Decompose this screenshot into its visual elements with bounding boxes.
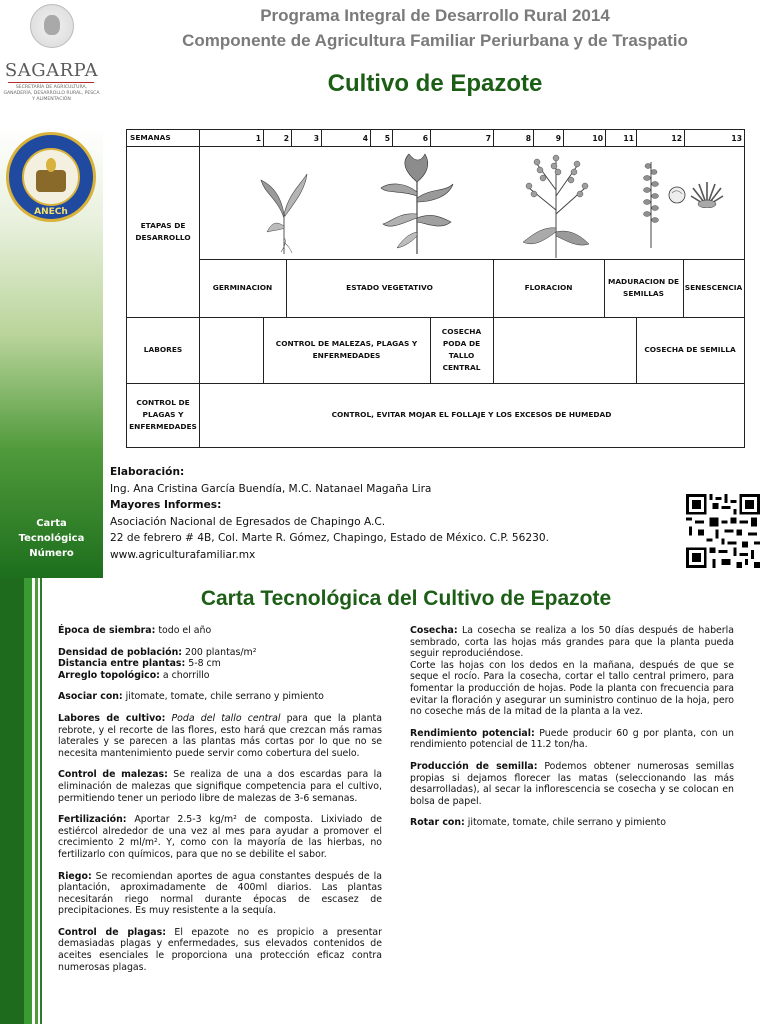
stage-senescencia: SENESCENCIA [684, 283, 743, 292]
right-column [410, 625, 734, 839]
logo-divider [8, 82, 94, 83]
anech-emblem-center [22, 148, 80, 206]
left-column [58, 625, 382, 983]
left-sidebar [0, 0, 103, 578]
credits-block [110, 464, 670, 563]
week-1: 1 [255, 133, 261, 143]
control-row-label: CONTROL DE PLAGAS Y ENFERMEDADES [129, 398, 197, 431]
germination-plant-icon [259, 168, 309, 254]
dry-flower-icon [689, 180, 725, 208]
arreglo-label: Arreglo topológico: [58, 669, 160, 681]
malezas-label: Control de malezas: [58, 769, 168, 781]
rendimiento-value: Puede producir 60 g por planta, con un rendimiento potencial de 11.2 ton/ha. [410, 727, 734, 751]
anech-label: ANECh [34, 207, 68, 217]
labor-cosecha-poda: COSECHA PODA DE TALLO CENTRAL [441, 327, 482, 372]
rendimiento-label: Rendimiento potencial: [410, 727, 535, 739]
page-title: Cultivo de Epazote [327, 70, 543, 97]
epoca-value: todo el año [155, 625, 212, 636]
flowering-plant-icon [519, 150, 593, 258]
week-2: 2 [283, 133, 289, 143]
mexico-seal-icon [30, 4, 74, 48]
labor-control-malezas: CONTROL DE MALEZAS, PLAGAS Y ENFERMEDADES [275, 339, 418, 360]
arreglo [58, 670, 382, 682]
organization-address: 22 de febrero # 4B, Col. Marte R. Gómez, Chapingo, Estado de México. C.P. 56230. [110, 532, 549, 544]
week-10: 10 [592, 133, 603, 143]
rotar [410, 817, 734, 829]
cosecha [410, 625, 734, 660]
labor-cosecha-semilla: COSECHA DE SEMILLA [644, 345, 736, 354]
asociar-value: jitomate, tomate, chile serrano y pimiento [122, 691, 324, 703]
crop-calendar-table [126, 129, 745, 448]
labores-row-label: LABORES [143, 345, 183, 354]
anech-emblem-icon [6, 132, 96, 222]
riego [58, 871, 382, 917]
website-link[interactable]: www.agriculturafamiliar.mx [110, 548, 256, 561]
stage-vegetativo: ESTADO VEGETATIVO [346, 283, 433, 292]
distancia [58, 658, 382, 670]
labores-italic: Poda del tallo central [165, 712, 281, 724]
labores-divider [493, 317, 494, 383]
stage-floracion: FLORACION [524, 283, 573, 292]
malezas-value: Se realiza de una a dos escardas para la eliminación de malezas que signifique competencia para el cultivo, permitiendo tener un periodo libre de malezas de 3-6 semanas. [58, 769, 382, 804]
asociar-label: Asociar con: [58, 691, 123, 703]
program-title: Programa Integral de Desarrollo Rural 2014 [260, 6, 610, 25]
week-4: 4 [362, 133, 368, 143]
decorative-stripe [0, 578, 24, 1024]
semilla-value: Podemos obtener numerosas semillas propias si dejamos florecer las matas (seleccionando las más desarrolladas), al secar la inflorescencia se cosecha y se colocan en bolsa de papel. [410, 760, 734, 807]
arreglo-value: a chorrillo [159, 669, 210, 681]
seed-spike-icon [639, 158, 663, 248]
carta-line-1: Carta [36, 518, 67, 529]
week-12: 12 [671, 133, 682, 143]
sagarpa-logo: SAGARPA [4, 60, 99, 81]
decorative-stripe [24, 578, 32, 1024]
labores-label: Labores de cultivo: [58, 712, 166, 724]
sheet-title: Carta Tecnológica del Cultivo de Epazote [200, 587, 612, 610]
informes-label: Mayores Informes: [110, 499, 222, 511]
organization-name: Asociación Nacional de Egresados de Chapingo A.C. [110, 515, 386, 528]
epoca-siembra [58, 625, 382, 637]
elaboracion-authors: Ing. Ana Cristina García Buendía, M.C. Natanael Magaña Lira [110, 482, 432, 495]
densidad [58, 647, 382, 659]
rotar-label: Rotar con: [410, 817, 465, 829]
stage-maduracion: MADURACION DE SEMILLAS [607, 277, 680, 298]
plagas-label: Control de plagas: [58, 926, 166, 938]
row-divider [127, 146, 744, 147]
cosecha-value: La cosecha se realiza a los 50 días después de haberla sembrado, corta las hojas más grandes para que la planta pueda seguir reproduciéndose. [410, 625, 734, 660]
riego-label: Riego: [58, 870, 92, 882]
distancia-value: 5-8 cm [185, 658, 221, 670]
carta-line-2: Tecnológica [18, 533, 85, 544]
week-11: 11 [623, 133, 634, 143]
rotar-value: jitomate, tomate, chile serrano y pimiento [464, 817, 666, 829]
labores-value: para que la planta rebrote, y el recorte de las flores, esto hará que crezcan más ramas laterales y se parecen a las plantas más cortas por lo que no se necesita mantenimiento puede servir como cobertura del suelo. [58, 712, 382, 759]
weeks-header: SEMANAS [130, 133, 171, 142]
semilla-label: Producción de semilla: [410, 760, 538, 772]
densidad-label: Densidad de población: [58, 646, 182, 658]
week-9: 9 [555, 133, 561, 143]
week-13: 13 [731, 133, 742, 143]
week-6: 6 [422, 133, 428, 143]
week-8: 8 [525, 133, 531, 143]
program-component: Componente de Agricultura Familiar Periurbana y de Traspatio [182, 31, 688, 50]
qr-code-icon[interactable] [686, 494, 760, 568]
cosecha-detalle: Corte las hojas con los dedos en la mañana, después de que se seque el rocío. Para la cosecha, cortar el tallo central primero, para fomentar la producción de hojas. Pode la planta con frecuencia para evitar la floración y asegurar un suministro continuo de la hoja, pero no coseche más de la mitad de la planta a la vez. [410, 659, 734, 718]
carta-number-label [0, 516, 103, 561]
seed-icon [667, 185, 687, 205]
plagas-value: El epazote no es propicio a presentar demasiadas plagas y enfermedades, sus elevados contenidos de aceites esenciales le proporciona una protección eficaz contra numerosas plagas. [58, 926, 383, 973]
week-3: 3 [313, 133, 319, 143]
decorative-stripe [40, 578, 42, 1024]
carta-line-3: Número [29, 548, 74, 559]
riego-value: Se recomiendan aportes de agua constantes después de la plantación, aproximadamente de 400ml diarios. Las plantas necesitarán riego normal durante épocas de escasez de precipitaciones. Es muy resistente a la sequía. [58, 870, 382, 917]
densidad-value: 200 plantas/m² [182, 646, 257, 658]
fertilizacion [58, 814, 382, 860]
control-text: CONTROL, EVITAR MOJAR EL FOLLAJE Y LOS EXCESOS DE HUMEDAD [331, 410, 612, 419]
elaboracion-label: Elaboración: [110, 466, 185, 478]
fertilizacion-label: Fertilización: [58, 814, 127, 826]
week-5: 5 [384, 133, 390, 143]
stage-germinacion: GERMINACION [212, 283, 273, 292]
etapas-row-label: ETAPAS DE DESARROLLO [135, 220, 191, 242]
control-plagas [58, 927, 382, 973]
fertilizacion-value: Aportar 2.5-3 kg/m² de composta. Lixiviado de estiércol alrededor de una vez al mes para ayudar a promover el crecimiento 2 ml/m². Y, como con la mayoría de las hierbas, no fertilizarlo con químicos, para que no se debilite el sabor. [58, 814, 382, 860]
distancia-label: Distancia entre plantas: [58, 658, 186, 670]
control-malezas [58, 769, 382, 804]
produccion-semilla [410, 761, 734, 807]
cosecha-label: Cosecha: [410, 625, 458, 636]
labores-cultivo [58, 713, 382, 759]
vegetative-plant-icon [379, 152, 455, 254]
sagarpa-subtitle: SECRETARÍA DE AGRICULTURA, GANADERÍA, DESARROLLO RURAL, PESCA Y ALIMENTACIÓN [3, 85, 100, 102]
asociar [58, 691, 382, 703]
week-7: 7 [485, 133, 491, 143]
epoca-label: Época de siembra: [58, 625, 156, 636]
rendimiento [410, 728, 734, 751]
